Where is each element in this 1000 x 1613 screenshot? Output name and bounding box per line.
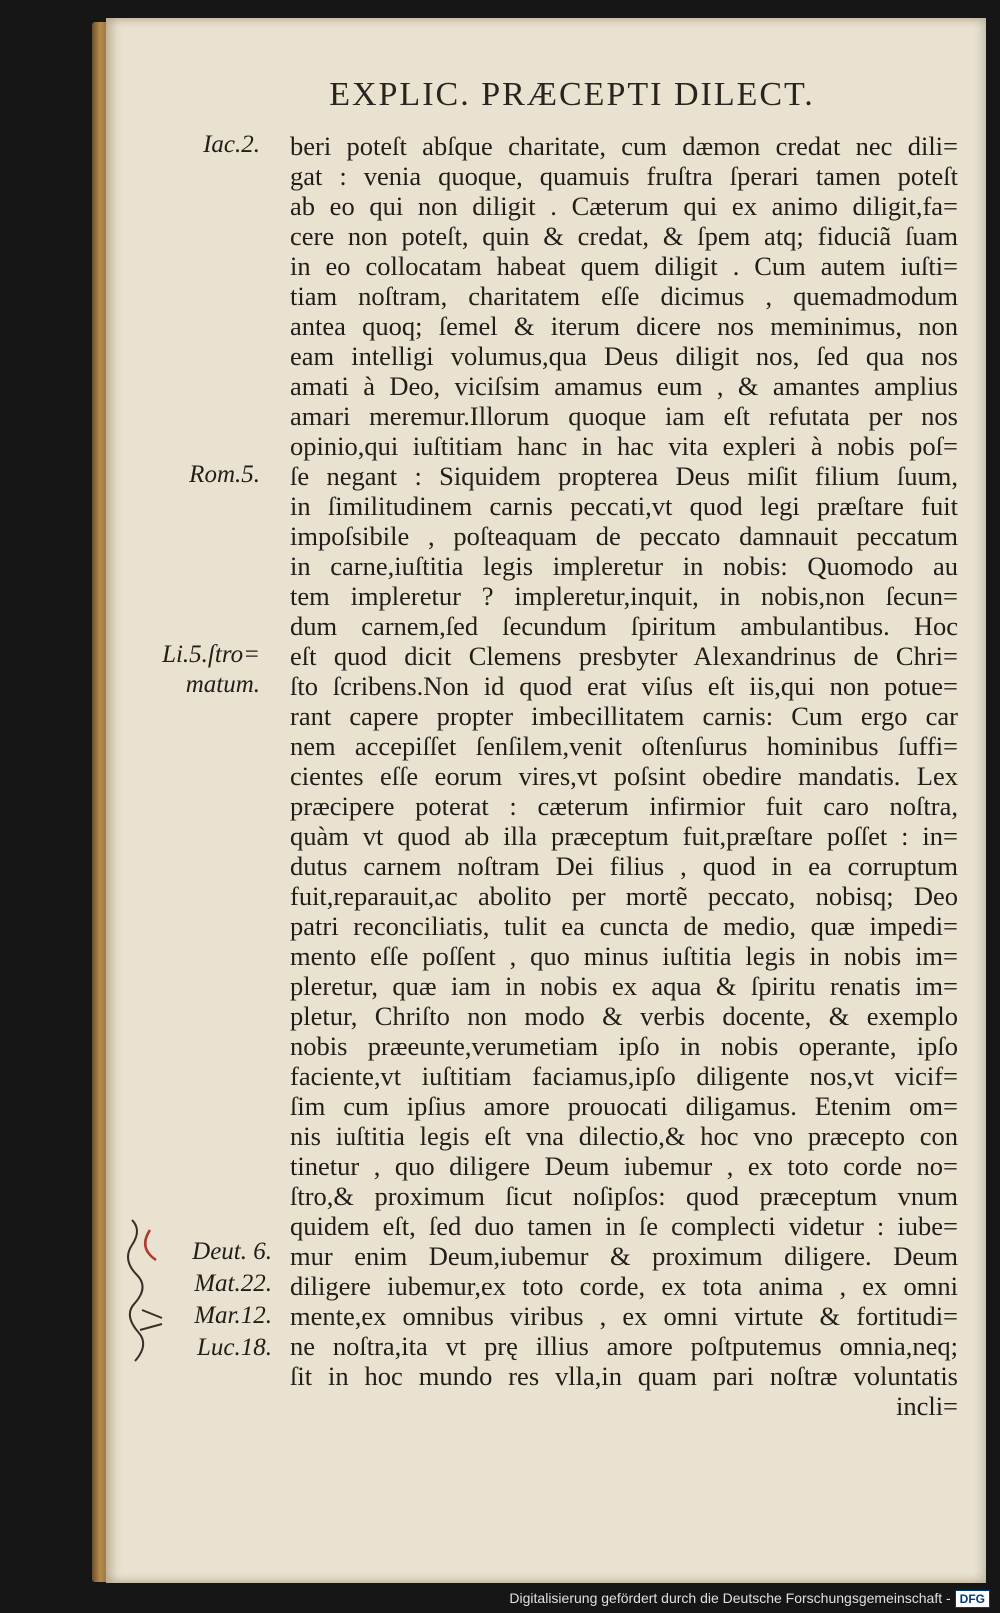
text-line: ſe negant : Siquidem propterea Deus miſit filium ſuum, (290, 461, 958, 491)
text-line: dum carnem,ſed ſecundum ſpiritum ambulantibus. Hoc (290, 611, 958, 641)
text-line: mento eſſe poſſent , quo minus iuſtitia legis in nobis im= (290, 941, 958, 971)
text-line: quidem eſt, ſed duo tamen in ſe complecti videtur : iube= (290, 1211, 958, 1241)
text-line: mente,ex omnibus viribus , ex omni virtute & fortitudi= (290, 1301, 958, 1331)
text-line: cientes eſſe eorum vires,vt poſsint obedire mandatis. Lex (290, 761, 958, 791)
text-line: præcipere poterat : cæterum infirmior fuit caro noſtra, (290, 791, 958, 821)
text-line: cere non poteſt, quin & credat, & ſpem atq; fiduciã ſuam (290, 221, 958, 251)
margin-note-li5: Li.5.ſtro= (162, 641, 260, 668)
footer-text: Digitalisierung gefördert durch die Deutsche Forschungsgemeinschaft - (509, 1590, 951, 1606)
text-line: eſt quod dicit Clemens presbyter Alexandrinus de Chri= (290, 641, 958, 671)
text-line: beri poteſt abſque charitate, cum dæmon credat nec dili= (290, 131, 958, 161)
text-line: nobis præeunte,verumetiam ipſo in nobis operante, ipſo (290, 1031, 958, 1061)
dfg-logo: DFG (955, 1590, 990, 1608)
text-line: ſto ſcribens.Non id quod erat viſus eſt iis,qui non potue= (290, 671, 958, 701)
text-line: rant capere propter imbecillitatem carnis: Cum ergo car (290, 701, 958, 731)
text-line: patri reconciliatis, tulit ea cuncta de medio, quæ impedi= (290, 911, 958, 941)
text-line: ſim cum ipſius amore prouocati diligamus. Etenim om= (290, 1091, 958, 1121)
text-line: in ſimilitudinem carnis peccati,vt quod legi præſtare fuit (290, 491, 958, 521)
margin-note-rom: Rom.5. (189, 461, 260, 488)
text-line: amati à Deo, viciſsim amamus eum , & amantes amplius (290, 371, 958, 401)
margin-note-luc: Luc.18. (197, 1334, 272, 1361)
text-line: fuit,reparauit,ac abolito per mortẽ peccato, nobisq; Deo (290, 881, 958, 911)
text-line: antea quoq; ſemel & iterum dicere nos meminimus, non (290, 311, 958, 341)
text-line: pletur, Chriſto non modo & verbis docente, & exemplo (290, 1001, 958, 1031)
margin-note-mar: Mar.12. (194, 1302, 272, 1329)
footer-credit (0, 1590, 990, 1608)
text-line: tinetur , quo diligere Deum iubemur , ex toto corde no= (290, 1151, 958, 1181)
text-line: gat : venia quoque, quamuis fruſtra ſperari tamen poteſt (290, 161, 958, 191)
text-line: quàm vt quod ab illa præceptum fuit,præſtare poſſet : in= (290, 821, 958, 851)
text-line: amari meremur.Illorum quoque iam eſt refutata per nos (290, 401, 958, 431)
text-line: tem impleretur ? impleretur,inquit, in nobis,non ſecun= (290, 581, 958, 611)
margin-note-deut: Deut. 6. (192, 1238, 272, 1265)
text-line: tiam noſtram, charitatem eſſe dicimus , quemadmodum (290, 281, 958, 311)
margin-note-jac: Iac.2. (203, 131, 260, 158)
text-line: in eo collocatam habeat quem diligit . Cum autem iuſti= (290, 251, 958, 281)
text-line: nem accepiſſet ſenſilem,venit oſtenſurus hominibus ſuffi= (290, 731, 958, 761)
text-line: faciente,vt iuſtitiam faciamus,ipſo diligente nos,vt vicif= (290, 1061, 958, 1091)
text-line: mur enim Deum,iubemur & proximum diligere. Deum (290, 1241, 958, 1271)
text-line: incli= (895, 1391, 958, 1421)
text-line: ab eo qui non diligit . Cæterum qui ex animo diligit,fa= (290, 191, 958, 221)
text-line: dutus carnem noſtram Dei filius , quod in ea corruptum (290, 851, 958, 881)
margin-note-mat: Mat.22. (194, 1270, 272, 1297)
text-line: nis iuſtitia legis eſt vna dilectio,& hoc vno præcepto con (290, 1121, 958, 1151)
text-line: ſtro,& proximum ſicut noſipſos: quod præceptum vnum (290, 1181, 958, 1211)
text-line: opinio,qui iuſtitiam hanc in hac vita expleri à nobis poſ= (290, 431, 958, 461)
text-line: ne noſtra,ita vt prę illius amore poſtputemus omnia,neq; (290, 1331, 958, 1361)
text-line: in carne,iuſtitia legis impleretur in nobis: Quomodo au (290, 551, 958, 581)
text-line: impoſsibile , poſteaquam de peccato damnauit peccatum (290, 521, 958, 551)
margin-note-matum: matum. (185, 671, 260, 698)
text-line: eam intelligi volumus,qua Deus diligit nos, ſed qua nos (290, 341, 958, 371)
text-line: ſit in hoc mundo res vlla,in quam pari noſtræ voluntatis (290, 1361, 958, 1391)
text-line: diligere iubemur,ex toto corde, ex tota anima , ex omni (290, 1271, 958, 1301)
page-header: EXPLIC. PRÆCEPTI DILECT. (329, 76, 815, 113)
body-text (290, 131, 958, 1421)
text-line: pleretur, quæ iam in nobis ex aqua & ſpiritu renatis im= (290, 971, 958, 1001)
handwritten-annotation (112, 1210, 172, 1380)
